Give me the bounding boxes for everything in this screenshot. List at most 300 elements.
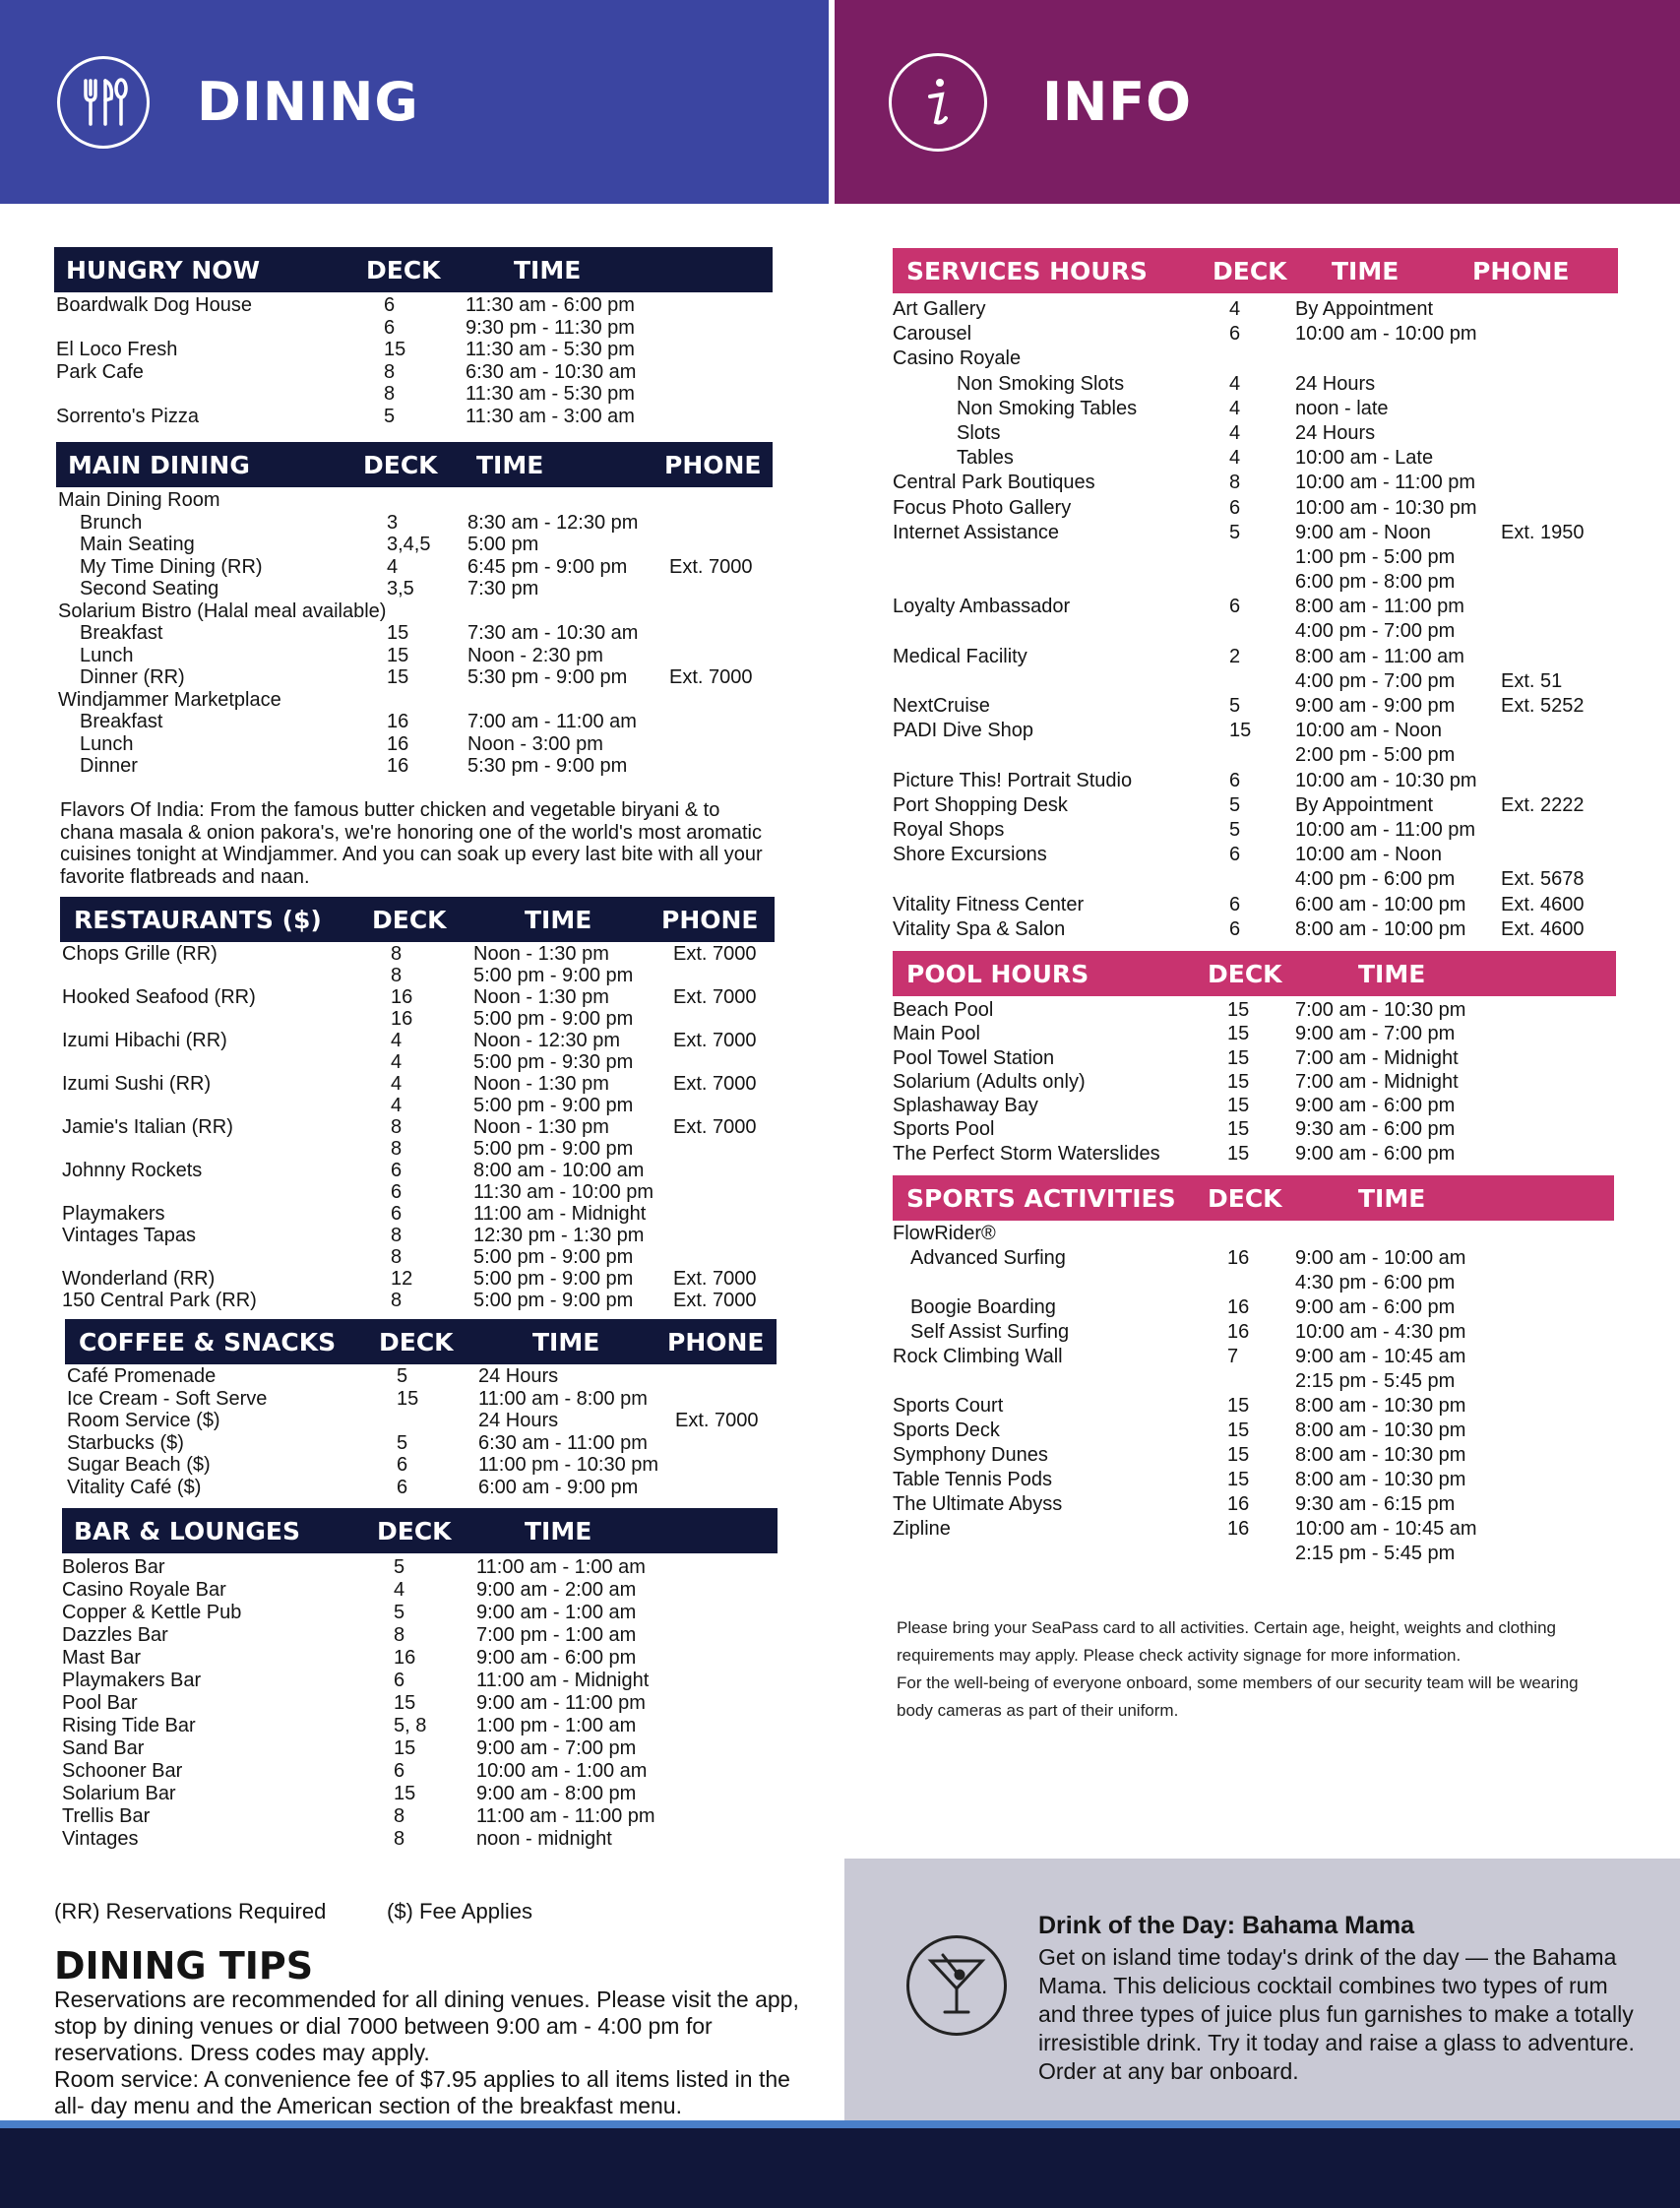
cell-time: 11:00 am - 11:00 pm (476, 1805, 655, 1827)
table-row (893, 322, 1618, 347)
col-time: TIME (525, 1516, 592, 1546)
table-row (893, 917, 1618, 942)
cell-deck: 6 (1229, 844, 1241, 866)
dining-tips-body (54, 1987, 802, 2119)
cell-time: 8:00 am - 10:30 pm (1295, 1444, 1466, 1466)
cell-deck: 6 (397, 1454, 408, 1476)
cocktail-glass-icon (906, 1935, 1007, 2036)
cell-time: 9:00 am - 2:00 am (476, 1579, 637, 1601)
table-row (893, 1492, 1614, 1517)
cell-name: PADI Dive Shop (893, 720, 1034, 742)
cell-name: Shore Excursions (893, 844, 1047, 866)
cell-deck: 6 (391, 1181, 403, 1203)
col-name: SPORTS ACTIVITIES (906, 1183, 1176, 1213)
cell-time: 9:00 am - 6:00 pm (1295, 1296, 1456, 1318)
cell-deck: 15 (1227, 999, 1250, 1021)
cell-name: Symphony Dunes (893, 1444, 1048, 1466)
table-row (893, 1022, 1616, 1045)
cell-time: 24 Hours (1295, 421, 1376, 444)
cell-time: By Appointment (1295, 793, 1434, 816)
cell-deck: 15 (394, 1692, 416, 1714)
cell-name: Art Gallery (893, 298, 986, 320)
cell-name: Sports Pool (893, 1118, 995, 1141)
table-row (56, 622, 773, 645)
table-row (60, 1030, 775, 1051)
table-row (893, 619, 1618, 644)
cell-name: Solarium Bistro (Halal meal available) (58, 599, 387, 622)
drink-description: Get on island time today's drink of the day — the Bahama Mama. This delicious cocktail combines two types of rum and three types of juice plus fun garnishes to make a totally irresistible drink. Try it today and raise a glass to adventure. Order at any bar onboard. (1038, 1944, 1635, 2084)
table-row (893, 1142, 1616, 1166)
legend-fee: ($) Fee Applies (387, 1899, 532, 1924)
cell-phone: Ext. 7000 (673, 1030, 757, 1051)
cell-deck: 15 (1227, 1046, 1250, 1069)
cell-phone: Ext. 51 (1501, 669, 1563, 692)
cell-deck: 8 (384, 383, 396, 405)
table-row (893, 1443, 1614, 1468)
cell-time: 10:00 am - 1:00 am (476, 1760, 648, 1782)
cell-name: Self Assist Surfing (910, 1321, 1070, 1343)
table-row (62, 1579, 778, 1602)
table-row (62, 1670, 778, 1692)
cell-time: 10:00 am - 11:00 pm (1295, 818, 1476, 841)
cell-time: 6:00 am - 10:00 pm (1295, 893, 1466, 915)
cell-deck: 12 (391, 1268, 413, 1290)
cell-deck: 15 (394, 1783, 416, 1804)
cell-deck: 5 (397, 1431, 408, 1454)
cell-deck: 16 (391, 1008, 413, 1030)
cell-deck: 15 (397, 1387, 419, 1410)
table-row (56, 578, 773, 600)
cell-name: Wonderland (RR) (62, 1268, 216, 1290)
table-row (65, 1432, 777, 1455)
cell-name: Vitality Café ($) (67, 1476, 202, 1498)
cell-deck: 6 (394, 1670, 405, 1691)
table-row (893, 769, 1618, 793)
cell-deck: 15 (1227, 1023, 1250, 1045)
cell-time: 9:30 pm - 11:30 pm (466, 316, 635, 339)
cell-time: By Appointment (1295, 298, 1434, 320)
cell-name: Copper & Kettle Pub (62, 1602, 242, 1623)
cell-name: Lunch (80, 644, 134, 666)
table-row (54, 317, 773, 340)
cell-time: 2:15 pm - 5:45 pm (1295, 1370, 1456, 1392)
footer-bar (0, 2128, 1680, 2208)
table-row (60, 1095, 775, 1116)
cell-phone: Ext. 7000 (673, 1116, 757, 1138)
cell-deck: 15 (1227, 1444, 1250, 1466)
table-row (893, 1222, 1614, 1246)
info-title: INFO (1042, 71, 1193, 133)
table-row (62, 1556, 778, 1579)
col-time: TIME (525, 905, 592, 934)
cell-time: 9:00 am - 7:00 pm (1295, 1023, 1456, 1045)
cell-time: 5:00 pm - 9:00 pm (473, 1095, 634, 1116)
table-row (893, 1246, 1614, 1271)
cell-name: Solarium (Adults only) (893, 1070, 1086, 1093)
cell-deck: 16 (391, 986, 413, 1008)
hungry-now-section (54, 247, 773, 427)
cell-name: Non Smoking Tables (957, 397, 1138, 419)
cell-name: Breakfast (80, 622, 163, 644)
cell-deck: 6 (1229, 496, 1241, 519)
table-row (893, 545, 1618, 570)
cell-time: 7:00 am - 11:00 am (467, 711, 637, 732)
cell-deck: 8 (391, 1225, 403, 1246)
dining-tips-text-2: Room service: A convenience fee of $7.95 applies to all items listed in the all- day menu and the American section of the breakfast menu. (54, 2066, 790, 2118)
dining-tips-text-1: Reservations are recommended for all dining venues. Please visit the app, stop by dining venues or dial 7000 between 9:00 am - 4:00 pm for reservations. Dress codes may apply. (54, 1987, 799, 2065)
cell-deck: 4 (391, 1051, 403, 1073)
cell-deck: 6 (394, 1760, 405, 1782)
table-row (56, 645, 773, 667)
cell-deck: 15 (1227, 1142, 1250, 1165)
cell-name: Sorrento's Pizza (56, 405, 199, 427)
table-row (56, 600, 773, 623)
cell-deck: 16 (1227, 1493, 1250, 1515)
cell-name: Casino Royale Bar (62, 1579, 226, 1601)
cell-time: 11:00 am - 1:00 am (476, 1556, 646, 1578)
cell-name: Playmakers Bar (62, 1670, 202, 1691)
table-row (893, 893, 1618, 917)
cell-deck: 6 (391, 1203, 403, 1225)
cell-time: 4:00 pm - 7:00 pm (1295, 669, 1456, 692)
cell-time: 9:00 am - 1:00 am (476, 1602, 637, 1623)
cell-name: Playmakers (62, 1203, 165, 1225)
table-row (893, 1117, 1616, 1141)
cell-deck: 8 (394, 1828, 405, 1850)
cell-time: 7:00 am - Midnight (1295, 1070, 1459, 1093)
cell-time: 10:00 am - 4:30 pm (1295, 1321, 1466, 1343)
table-row (60, 1160, 775, 1181)
cell-name: Pool Bar (62, 1692, 138, 1714)
cell-deck: 5 (1229, 695, 1241, 717)
cell-time: 8:00 am - 10:30 pm (1295, 1469, 1466, 1490)
table-row (65, 1410, 777, 1432)
table-row (62, 1715, 778, 1737)
table-row (62, 1760, 778, 1783)
table-row (893, 1419, 1614, 1443)
cell-time: Noon - 2:30 pm (467, 644, 603, 666)
cell-deck: 5, 8 (394, 1715, 427, 1736)
cell-deck: 5 (397, 1365, 408, 1387)
col-deck: DECK (377, 1516, 452, 1546)
cell-time: 7:30 am - 10:30 am (467, 622, 639, 644)
table-row (62, 1783, 778, 1805)
cell-deck: 6 (1229, 769, 1241, 791)
col-name: MAIN DINING (68, 450, 250, 479)
cell-name: Carousel (893, 323, 972, 346)
cell-time: Noon - 1:30 pm (473, 1073, 609, 1095)
table-row (893, 570, 1618, 595)
col-time: TIME (1332, 256, 1400, 285)
cell-time: 11:30 am - 5:30 pm (466, 383, 635, 405)
cell-name: Rock Climbing Wall (893, 1346, 1063, 1367)
table-row (60, 1181, 775, 1203)
col-name: RESTAURANTS ($) (74, 905, 322, 934)
cell-name: Brunch (80, 511, 143, 534)
cell-name: The Ultimate Abyss (893, 1493, 1063, 1515)
cell-deck: 5 (394, 1602, 405, 1623)
table-row (56, 711, 773, 733)
flavors-of-india-text: Flavors Of India: From the famous butter chicken and vegetable biryani & to chana masala & onion pakora's, we're honoring one of the world's most aromatic cuisines tonight at Windjammer. And you can soak up every last bite with all your favorite flatbreads and naan. (60, 799, 763, 888)
cell-name: Focus Photo Gallery (893, 496, 1072, 519)
table-row (62, 1602, 778, 1624)
col-deck: DECK (363, 450, 438, 479)
cell-time: 10:00 am - Noon (1295, 720, 1442, 742)
table-row (60, 1116, 775, 1138)
table-row (893, 1320, 1614, 1345)
table-row (893, 347, 1618, 371)
cell-time: 5:30 pm - 9:00 pm (467, 666, 628, 688)
cell-deck: 15 (387, 644, 409, 666)
cell-deck: 8 (391, 1138, 403, 1160)
table-row (893, 719, 1618, 743)
cell-time: 8:00 am - 10:30 pm (1295, 1419, 1466, 1441)
cell-time: 2:15 pm - 5:45 pm (1295, 1543, 1456, 1564)
cell-deck: 3,5 (387, 578, 414, 599)
cell-time: 9:30 am - 6:15 pm (1295, 1493, 1456, 1515)
cell-time: 7:30 pm (467, 578, 539, 599)
cell-time: 9:00 am - 6:00 pm (1295, 1095, 1456, 1117)
cell-time: 11:00 am - Midnight (476, 1670, 650, 1691)
cell-name: Second Seating (80, 578, 219, 599)
table-row (893, 397, 1618, 421)
cell-name: Johnny Rockets (62, 1160, 203, 1181)
cell-deck: 8 (391, 943, 403, 965)
cell-time: 11:30 am - 5:30 pm (466, 339, 635, 360)
cell-deck: 8 (384, 360, 396, 383)
table-row (893, 1295, 1614, 1320)
cell-deck: 15 (1227, 1419, 1250, 1441)
cell-deck: 16 (387, 711, 409, 732)
cell-time: 11:00 pm - 10:30 pm (478, 1454, 659, 1476)
cell-time: 9:00 am - 9:00 pm (1295, 695, 1456, 717)
pool-hours-section (893, 951, 1616, 1165)
cell-time: 6:00 am - 9:00 pm (478, 1476, 639, 1498)
cell-deck: 3,4,5 (387, 534, 431, 555)
cell-deck: 15 (384, 339, 406, 360)
table-row (893, 743, 1618, 768)
table-row (893, 1046, 1616, 1070)
cell-name: Non Smoking Slots (957, 372, 1125, 395)
cell-time: Noon - 1:30 pm (473, 943, 609, 965)
cell-deck: 4 (391, 1073, 403, 1095)
table-row (60, 1246, 775, 1268)
cell-name: Table Tennis Pods (893, 1469, 1052, 1490)
cell-time: 4:00 pm - 6:00 pm (1295, 868, 1456, 891)
cell-name: El Loco Fresh (56, 339, 178, 360)
cell-time: 10:00 am - 10:45 am (1295, 1518, 1477, 1540)
cell-deck: 4 (387, 555, 399, 578)
fork-knife-spoon-icon (57, 56, 150, 149)
table-row (893, 471, 1618, 495)
col-time: TIME (476, 450, 544, 479)
cell-time: 9:00 am - 6:00 pm (476, 1647, 637, 1669)
cell-deck: 16 (1227, 1247, 1250, 1269)
cell-time: noon - late (1295, 397, 1389, 419)
cell-time: 11:30 am - 6:00 pm (466, 294, 635, 316)
table-row (65, 1454, 777, 1477)
cell-name: Main Seating (80, 534, 195, 555)
table-row (62, 1647, 778, 1670)
cell-name: Park Cafe (56, 360, 144, 383)
cell-deck: 8 (391, 1290, 403, 1311)
cell-name: Hooked Seafood (RR) (62, 986, 256, 1008)
col-name: HUNGRY NOW (66, 255, 261, 284)
table-row (60, 986, 775, 1008)
cell-name: Vintages (62, 1828, 139, 1850)
cell-name: Boogie Boarding (910, 1296, 1056, 1318)
cell-phone: Ext. 7000 (673, 1073, 757, 1095)
cell-time: 6:00 pm - 8:00 pm (1295, 571, 1456, 594)
table-row (893, 372, 1618, 397)
table-row (60, 1051, 775, 1073)
cell-name: Royal Shops (893, 818, 1005, 841)
table-row (60, 1290, 775, 1311)
cell-time: 5:00 pm - 9:00 pm (473, 1268, 634, 1290)
cell-phone: Ext. 5678 (1501, 868, 1585, 891)
cell-time: 5:00 pm - 9:00 pm (473, 965, 634, 986)
cell-deck: 15 (1227, 1469, 1250, 1490)
cell-deck: 6 (1229, 917, 1241, 940)
cell-deck: 4 (1229, 447, 1241, 470)
table-row (893, 446, 1618, 471)
cell-time: Noon - 1:30 pm (473, 986, 609, 1008)
cell-phone: Ext. 2222 (1501, 793, 1585, 816)
col-time: TIME (514, 255, 582, 284)
table-row (893, 998, 1616, 1022)
cell-deck: 15 (1227, 1095, 1250, 1117)
security-note: For the well-being of everyone onboard, some members of our security team will be wearing body cameras as part of their uniform. (897, 1673, 1579, 1720)
drink-title: Drink of the Day: Bahama Mama (1038, 1912, 1415, 1939)
table-row (65, 1365, 777, 1388)
cell-time: 8:00 am - 11:00 pm (1295, 596, 1464, 618)
cell-time: 24 Hours (1295, 372, 1376, 395)
cell-name: Dinner (RR) (80, 666, 185, 688)
cell-name: Vitality Fitness Center (893, 893, 1085, 915)
cell-name: Solarium Bar (62, 1783, 176, 1804)
cell-name: Dinner (80, 755, 138, 777)
cell-name: Chops Grille (RR) (62, 943, 218, 965)
cell-deck: 16 (1227, 1321, 1250, 1343)
cell-time: 8:30 am - 12:30 pm (467, 511, 639, 534)
info-banner (835, 0, 1680, 204)
cell-name: NextCruise (893, 695, 990, 717)
col-name: SERVICES HOURS (906, 256, 1148, 285)
cell-deck: 15 (1229, 720, 1252, 742)
table-row (893, 1094, 1616, 1117)
cell-name: Vintages Tapas (62, 1225, 197, 1246)
footer-accent-line (0, 2120, 1680, 2128)
cell-phone: Ext. 7000 (673, 1290, 757, 1311)
cell-time: 5:00 pm (467, 534, 539, 555)
cell-time: 8:00 am - 10:00 pm (1295, 917, 1466, 940)
table-row (54, 406, 773, 428)
cell-time: 5:00 pm - 9:00 pm (473, 1290, 634, 1311)
cell-time: 7:00 am - 10:30 pm (1295, 999, 1466, 1021)
table-row (893, 595, 1618, 619)
cell-deck: 4 (1229, 298, 1241, 320)
table-row (56, 755, 773, 778)
table-row (893, 1271, 1614, 1295)
cell-name: Central Park Boutiques (893, 472, 1095, 494)
cell-time: 12:30 pm - 1:30 pm (473, 1225, 645, 1246)
cell-name: Internet Assistance (893, 521, 1059, 543)
cell-name: 150 Central Park (RR) (62, 1290, 257, 1311)
cell-time: 10:00 am - 10:30 pm (1295, 496, 1477, 519)
cell-name: Beach Pool (893, 999, 994, 1021)
table-row (893, 1070, 1616, 1094)
table-row (893, 1345, 1614, 1369)
cell-time: 7:00 am - Midnight (1295, 1046, 1459, 1069)
col-deck: DECK (379, 1327, 454, 1356)
table-row (56, 666, 773, 689)
cell-name: Café Promenade (67, 1365, 217, 1387)
cell-time: 2:00 pm - 5:00 pm (1295, 744, 1456, 767)
cell-name: Tables (957, 447, 1014, 470)
cell-name: Port Shopping Desk (893, 793, 1068, 816)
drink-of-the-day-box (844, 1859, 1680, 2124)
table-row (893, 1369, 1614, 1394)
activities-note (897, 1614, 1605, 1725)
table-row (893, 421, 1618, 446)
cell-phone: Ext. 4600 (1501, 893, 1585, 915)
cell-name: The Perfect Storm Waterslides (893, 1142, 1160, 1165)
services-hours-section (893, 248, 1618, 940)
table-row (60, 1268, 775, 1290)
cell-time: 9:30 am - 6:00 pm (1295, 1118, 1456, 1141)
table-row (65, 1477, 777, 1499)
info-icon (889, 53, 987, 152)
cell-deck: 7 (1227, 1346, 1239, 1367)
cell-deck: 5 (394, 1556, 405, 1578)
cell-time: 9:00 am - 10:45 am (1295, 1346, 1466, 1367)
table-row (60, 965, 775, 986)
table-row (60, 943, 775, 965)
cell-phone: Ext. 7000 (673, 1268, 757, 1290)
legend-rr: (RR) Reservations Required (54, 1899, 327, 1924)
table-row (62, 1737, 778, 1760)
cell-name: My Time Dining (RR) (80, 555, 263, 578)
bar-lounges-section (62, 1508, 778, 1850)
table-row (54, 339, 773, 361)
dining-banner (0, 0, 829, 204)
coffee-snacks-section (65, 1319, 777, 1498)
cell-time: Noon - 3:00 pm (467, 732, 603, 755)
cell-time: 8:00 am - 11:00 am (1295, 645, 1464, 667)
cell-time: 9:00 am - 11:00 pm (476, 1692, 646, 1714)
cell-phone: Ext. 7000 (675, 1410, 759, 1431)
cell-name: Zipline (893, 1518, 951, 1540)
cell-deck: 2 (1229, 645, 1241, 667)
cell-time: 1:00 pm - 5:00 pm (1295, 545, 1456, 568)
cell-time: 6:30 am - 11:00 pm (478, 1431, 648, 1454)
cell-deck: 16 (387, 755, 409, 777)
cell-deck: 16 (394, 1647, 416, 1669)
cell-name: Loyalty Ambassador (893, 596, 1071, 618)
cell-deck: 6 (384, 316, 396, 339)
table-row (893, 1394, 1614, 1419)
table-row (893, 1542, 1614, 1566)
table-row (893, 669, 1618, 694)
col-deck: DECK (1208, 1183, 1282, 1213)
dining-title: DINING (197, 71, 419, 133)
cell-name: Boleros Bar (62, 1556, 165, 1578)
table-row (62, 1692, 778, 1715)
cell-deck: 3 (387, 511, 399, 534)
cell-time: 9:00 am - 10:00 am (1295, 1247, 1466, 1269)
cell-time: 24 Hours (478, 1410, 559, 1431)
table-row (893, 521, 1618, 545)
